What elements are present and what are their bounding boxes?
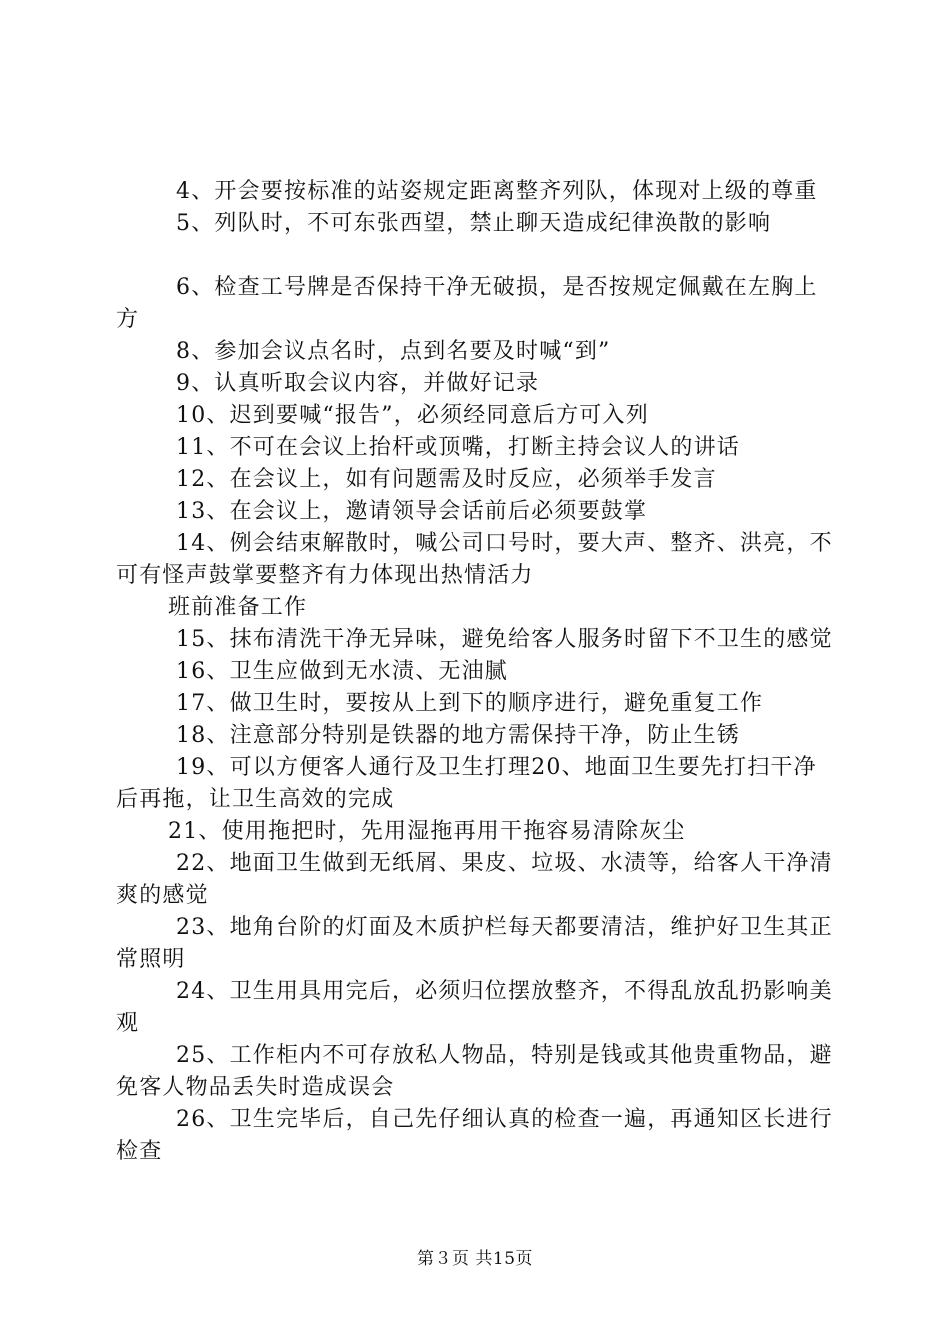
paragraph-15: 15、抹布清洗干净无异味，避免给客人服务时留下不卫生的感觉 (176, 627, 833, 652)
paragraph-13: 13、在会议上，邀请领导会话前后必须要鼓掌 (176, 499, 648, 524)
paragraph-9: 9、认真听取会议内容，并做好记录 (176, 371, 540, 396)
paragraph-26: 26、卫生完毕后，自己先仔细认真的检查一遍，再通知区长进行检查 (116, 1107, 833, 1164)
document-body (116, 176, 836, 1168)
paragraph-12: 12、在会议上，如有问题需及时反应，必须举手发言 (176, 467, 717, 492)
paragraph-5: 5、列队时，不可东张西望，禁止聊天造成纪律涣散的影响 (176, 211, 772, 236)
section-heading: 班前准备工作 (168, 595, 308, 620)
paragraph-19-20: 19、可以方便客人通行及卫生打理20、地面卫生要先打扫干净后再拖，让卫生高效的完成 (116, 755, 817, 812)
paragraph-18: 18、注意部分特别是铁器的地方需保持干净，防止生锈 (176, 723, 740, 748)
paragraph-25: 25、工作柜内不可存放私人物品，特别是钱或其他贵重物品，避免客人物品丢失时造成误会 (116, 1043, 833, 1100)
paragraph-4: 4、开会要按标准的站姿规定距离整齐列队，体现对上级的尊重 (176, 179, 818, 204)
paragraph-22: 22、地面卫生做到无纸屑、果皮、垃圾、水渍等，给客人干净清爽的感觉 (116, 851, 833, 908)
paragraph-23: 23、地角台阶的灯面及木质护栏每天都要清洁，维护好卫生其正常照明 (116, 915, 833, 972)
paragraph-10: 10、迟到要喊“报告”，必须经同意后方可入列 (176, 403, 649, 428)
blank-line (116, 240, 836, 272)
paragraph-24: 24、卫生用具用完后，必须归位摆放整齐，不得乱放乱扔影响美观 (116, 979, 833, 1036)
paragraph-17: 17、做卫生时，要按从上到下的顺序进行，避免重复工作 (176, 691, 764, 716)
paragraph-14: 14、例会结束解散时，喊公司口号时，要大声、整齐、洪亮，不可有怪声鼓掌要整齐有力体现出热情活力 (116, 531, 833, 588)
paragraph-16: 16、卫生应做到无水渍、无油腻 (176, 659, 508, 684)
paragraph-8: 8、参加会议点名时，点到名要及时喊“到” (176, 339, 611, 364)
paragraph-21: 21、使用拖把时，先用湿拖再用干拖容易清除灰尘 (168, 819, 686, 844)
paragraph-6: 6、检查工号牌是否保持干净无破损，是否按规定佩戴在左胸上方 (116, 275, 818, 332)
page-footer: 第３页 共15页 (416, 1249, 534, 1269)
paragraph-11: 11、不可在会议上抬杆或顶嘴，打断主持会议人的讲话 (176, 435, 740, 460)
